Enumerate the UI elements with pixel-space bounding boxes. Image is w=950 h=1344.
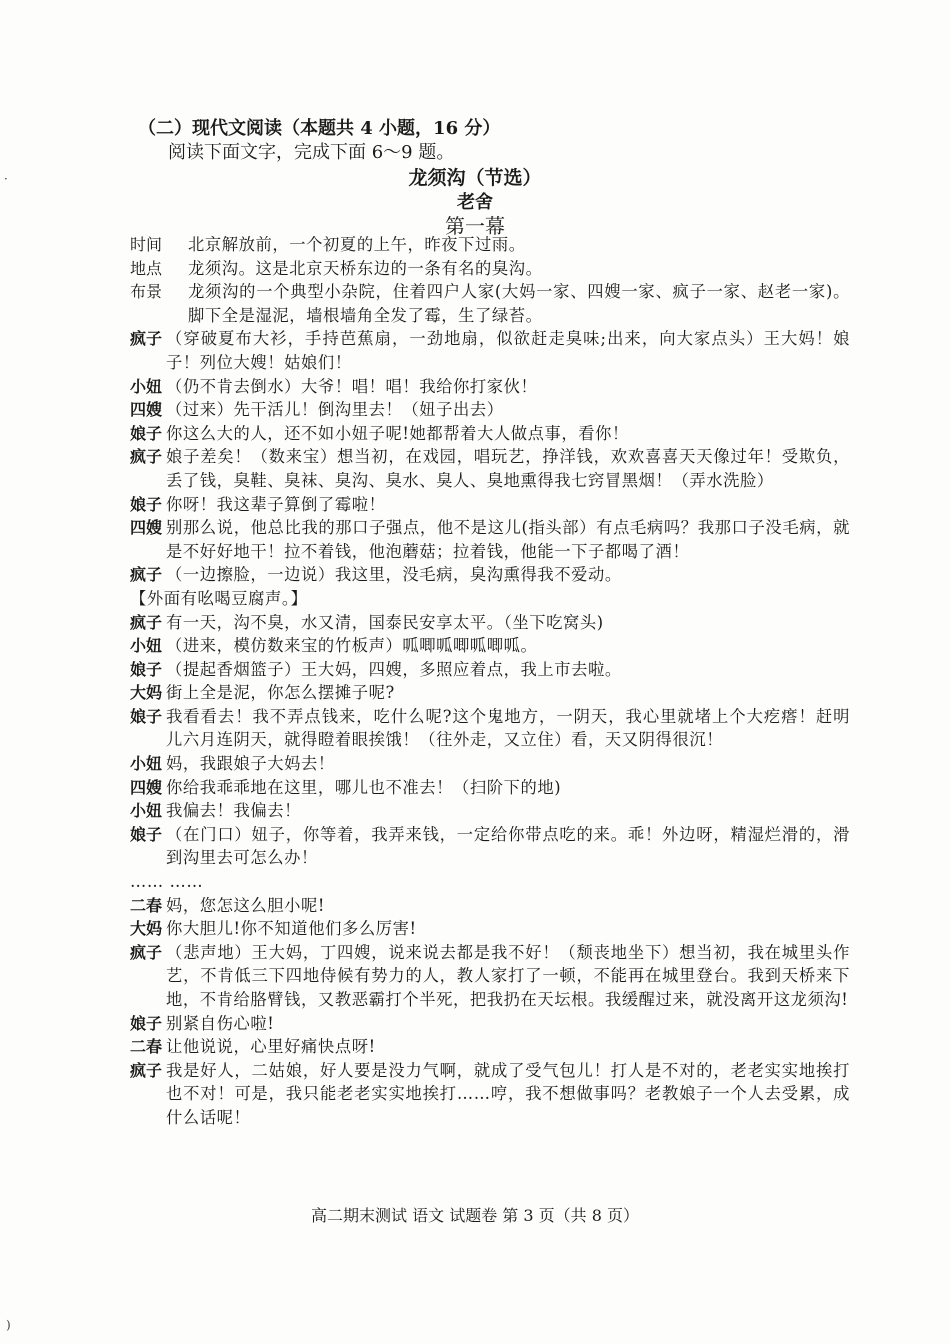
dialogue-line — [130, 917, 850, 941]
dialogue-line — [130, 705, 850, 752]
speaker: 四嫂 — [130, 400, 163, 420]
speaker: 娘子 — [130, 1013, 163, 1033]
speaker: 小妞 — [130, 376, 163, 396]
speaker: 小妞 — [130, 801, 163, 821]
speech: 我是好人，二姑娘，好人要是没力气啊，就成了受气包儿！打人是不对的，老老实实地挨打也不对！可是，我只能老老实实地挨打……哼，我不想做事吗？老教娘子一个人去受累，成什么话呢！ — [166, 1060, 850, 1127]
dialogue-line — [130, 1012, 850, 1036]
speech: 有一天，沟不臭，水又清，国泰民安享太平。（坐下吃窝头) — [166, 612, 604, 632]
speaker: 疯子 — [130, 1060, 163, 1080]
dialogue-line — [130, 493, 850, 517]
speech: 别那么说，他总比我的那口子强点，他不是这儿(指头部）有点毛病吗？我那口子没毛病，就是不好好地干！拉不着钱，他泡蘑菇；拉着钱，他能一下子都喝了酒！ — [166, 518, 850, 561]
instruction: 阅读下面文字，完成下面 6～9 题。 — [168, 142, 455, 163]
speech: 让他说说，心里好痛快点呀! — [166, 1037, 376, 1057]
dialogue-line — [130, 563, 850, 587]
speech: 妈，您怎这么胆小呢! — [166, 895, 326, 915]
dialogue-line — [130, 375, 850, 399]
dialogue-line — [130, 611, 850, 635]
play-text — [130, 233, 850, 1130]
passage-author: 老舍 — [457, 192, 493, 213]
section-heading: （二）现代文阅读（本题共 4 小题，16 分） — [138, 118, 501, 139]
dialogue-line — [130, 634, 850, 658]
speech: （穿破夏布大衫，手持芭蕉扇，一劲地扇，似欲赶走臭味;出来，向大家点头）王大妈！娘子！列位大嫂！姑娘们！ — [166, 329, 850, 372]
dialogue-line — [130, 516, 850, 563]
speech: 你给我乖乖地在这里，哪儿也不准去！（扫阶下的地) — [166, 777, 562, 797]
speaker: 疯子 — [130, 942, 163, 962]
speech: （仍不肯去倒水）大爷！唱！唱！我给你打家伙！ — [166, 376, 538, 396]
speaker: 娘子 — [130, 659, 163, 679]
speech: 你这么大的人，还不如小妞子呢!她都帮着大人做点事，看你！ — [166, 423, 629, 443]
setting-label: 布景 — [130, 282, 163, 302]
dialogue-line — [130, 681, 850, 705]
speaker: 四嫂 — [130, 777, 163, 797]
speaker: 疯子 — [130, 329, 163, 349]
setting-label: 地点 — [130, 258, 163, 278]
speech: 我看看去！我不弄点钱来，吃什么呢?这个鬼地方，一阴天，我心里就堵上个大疙瘩！赶明儿六月连阴天，就得瞪着眼挨饿！（往外走，又立住）看，天又阴得很沉！ — [166, 706, 850, 750]
page-footer: 高二期末测试 语文 试题卷 第 3 页（共 8 页） — [311, 1206, 639, 1225]
speech: （一边擦脸，一边说）我这里，没毛病，臭沟熏得我不爱动。 — [166, 565, 622, 585]
stage-direction: 【外面有吆喝豆腐声。】 — [130, 588, 308, 608]
speech: 妈，我跟娘子大妈去！ — [166, 754, 335, 774]
speaker: 娘子 — [130, 706, 163, 726]
dialogue-line — [130, 398, 850, 422]
dialogue-line — [130, 823, 850, 870]
dialogue-line — [130, 776, 850, 800]
speaker: 四嫂 — [130, 518, 163, 538]
dialogue-line — [130, 422, 850, 446]
omission-mark: …… …… — [130, 872, 204, 892]
speaker: 娘子 — [130, 423, 163, 443]
speech: 娘子差矣！（数来宝）想当初，在戏园，唱玩艺，挣洋钱，欢欢喜喜天天像过年！受欺负，丢了钱，臭鞋、臭袜、臭沟、臭水、臭人、臭地熏得我七窍冒黑烟！（弄水洗脸） — [166, 447, 850, 490]
act-heading: 第一幕 — [445, 214, 505, 238]
speech: （悲声地）王大妈，丁四嫂，说来说去都是我不好！（颓丧地坐下）想当初，我在城里头作艺，不肯低三下四地侍候有势力的人，教人家打了一顿，不能再在城里登台。我到天桥来下地，不肯给胳臂钱，又教恶霸打个半死，把我扔在天坛根。我缓醒过来，就没离开这龙须沟! — [166, 942, 850, 1009]
dialogue-line — [130, 799, 850, 823]
speech: 你大胆儿!你不知道他们多么厉害! — [166, 919, 417, 939]
speaker: 大妈 — [130, 683, 163, 703]
speech: （过来）先干活儿！倒沟里去！（妞子出去） — [166, 400, 504, 420]
dialogue-line — [130, 1059, 850, 1130]
setting-place — [130, 257, 850, 281]
speaker: 娘子 — [130, 494, 163, 514]
dialogue-line — [130, 1035, 850, 1059]
speaker: 小妞 — [130, 636, 163, 656]
speech: 你呀！我这辈子算倒了霉啦！ — [166, 494, 386, 514]
dialogue-line — [130, 445, 850, 492]
setting-time — [130, 233, 850, 257]
setting-text: 龙须沟。这是北京天桥东边的一条有名的臭沟。 — [188, 258, 543, 278]
dialogue-line — [130, 658, 850, 682]
speaker: 疯子 — [130, 565, 163, 585]
speech: 别紧自伤心啦! — [166, 1013, 275, 1033]
speaker: 二春 — [130, 1037, 163, 1057]
speech: （在门口）妞子，你等着，我弄来钱，一定给你带点吃的来。乖！外边呀，精湿烂滑的，滑到沟里去可怎么办！ — [166, 824, 850, 868]
setting-text: 龙须沟的一个典型小杂院，住着四户人家(大妈一家、四嫂一家、疯子一家、赵老一家)。脚下全是湿泥，墙根墙角全发了霉，生了绿苔。 — [188, 282, 850, 325]
setting-text: 北京解放前，一个初夏的上午，昨夜下过雨。 — [188, 235, 526, 254]
speaker: 疯子 — [130, 612, 163, 632]
dialogue-line — [130, 894, 850, 918]
speaker: 疯子 — [130, 447, 163, 467]
dialogue-line — [130, 327, 850, 374]
speaker: 娘子 — [130, 824, 163, 844]
scan-mark-bottom: ) — [6, 1318, 11, 1332]
speech: （进来，模仿数来宝的竹板声）呱唧呱唧呱唧呱。 — [166, 636, 538, 656]
speech: 我偏去！我偏去！ — [166, 801, 302, 821]
passage-title: 龙须沟（节选） — [408, 167, 542, 189]
speech: （提起香烟篮子）王大妈，四嫂，多照应着点，我上市去啦。 — [166, 659, 622, 679]
speaker: 大妈 — [130, 919, 163, 939]
dialogue-line — [130, 752, 850, 776]
speaker: 小妞 — [130, 754, 163, 774]
setting-scenery — [130, 280, 850, 327]
setting-label: 时间 — [130, 235, 163, 254]
speech: 街上全是泥，你怎么摆摊子呢? — [166, 683, 395, 703]
scan-mark-top: · — [4, 172, 8, 186]
speaker: 二春 — [130, 895, 163, 915]
dialogue-line — [130, 941, 850, 1012]
